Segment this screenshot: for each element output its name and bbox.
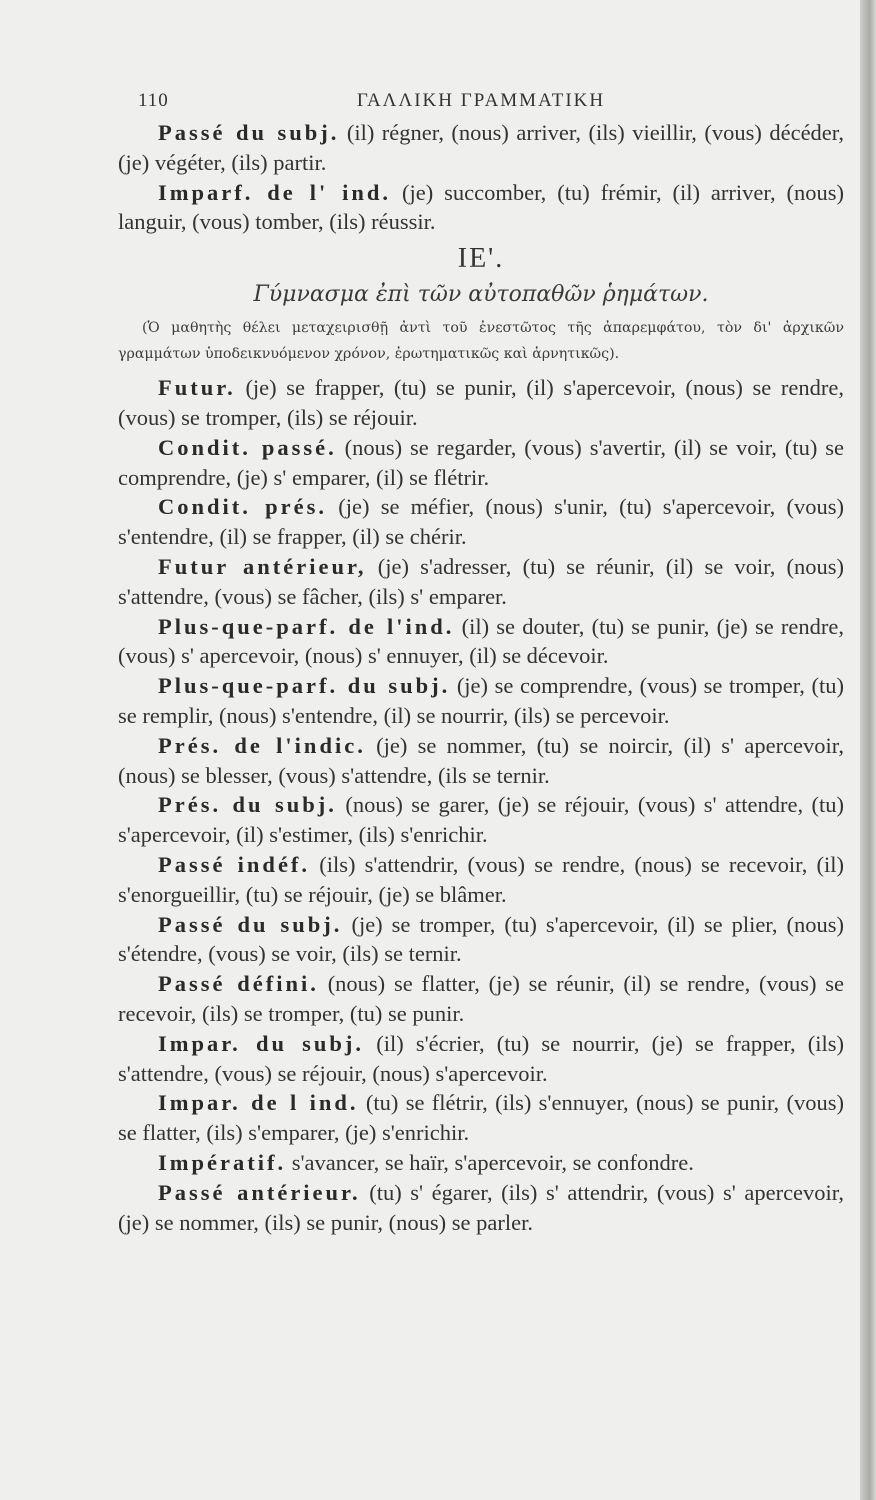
- tense-label: Impératif.: [158, 1149, 287, 1175]
- verb-list: (il) se douter, (tu) se punir, (je) se rendre, (vous) s' apercevoir, (nous) s' ennuyer, (il) se décevoir.: [118, 613, 844, 669]
- verb-list: (je) se tromper, (tu) s'apercevoir, (il) se plier, (nous) s'étendre, (vous) se voir, (ils) se ternir.: [118, 911, 845, 967]
- tense-label: Passé antérieur.: [158, 1179, 361, 1205]
- verb-list: (il) régner, (nous) arriver, (ils) vieillir, (vous) décéder, (je) végéter, (ils) partir.: [118, 120, 845, 175]
- exercise-paragraph: [118, 1029, 844, 1089]
- verb-list: (ils) s'attendrir, (vous) se rendre, (nous) se recevoir, (il) s'enorgueillir, (tu) se réjouir, (je) se blâmer.: [118, 851, 845, 907]
- tense-label: Prés. du subj.: [158, 792, 337, 818]
- exercise-list: [118, 373, 844, 1237]
- exercise-paragraph: [118, 118, 844, 178]
- exercise-paragraph: [118, 1178, 844, 1238]
- verb-list: (je) succomber, (tu) frémir, (il) arriver, (nous) languir, (vous) tomber, (ils) réussir.: [118, 179, 844, 235]
- verb-list: (tu) s' égarer, (ils) s' attendrir, (vous) s' apercevoir, (je) se nommer, (ils) se punir, (nous) se parler.: [118, 1179, 845, 1235]
- running-title: ΓΑΛΛΙΚΗ ΓΡΑΜΜΑΤΙΚΗ: [356, 90, 606, 111]
- tense-label: Impar. du subj.: [158, 1030, 365, 1056]
- verb-list: (nous) se garer, (je) se réjouir, (vous) s' attendre, (tu) s'apercevoir, (il) s'estimer, (ils) s'enrichir.: [118, 792, 845, 848]
- tense-label: Plus-que-parf. de l'ind.: [158, 613, 455, 639]
- verb-list: (nous) se flatter, (je) se réunir, (il) se rendre, (vous) se recevoir, (ils) se tromper, (tu) se punir.: [118, 971, 845, 1026]
- top-paragraph-list: [118, 118, 844, 237]
- page-content: [118, 84, 844, 1237]
- book-gutter: [860, 0, 876, 1500]
- verb-list: (il) s'écrier, (tu) se nourrir, (je) se frapper, (ils) s'attendre, (vous) se réjouir, (nous) s'apercevoir.: [118, 1030, 844, 1086]
- exercise-paragraph: [118, 969, 844, 1029]
- verb-list: (je) s'adresser, (tu) se réunir, (il) se voir, (nous) s'attendre, (vous) se fâcher, (ils) s' emparer.: [118, 553, 845, 609]
- section-title: Γύμνασμα ἐπὶ τῶν αὐτοπαθῶν ῥημάτων.: [253, 282, 709, 308]
- exercise-paragraph: [118, 731, 844, 791]
- tense-label: Passé du subj.: [158, 120, 340, 145]
- verb-list: (je) se comprendre, (vous) se tromper, (tu) se remplir, (nous) s'entendre, (il) se nourrir, (ils) se percevoir.: [118, 673, 844, 728]
- verb-list: (tu) se flétrir, (ils) s'ennuyer, (nous) se punir, (vous) se flatter, (ils) s'emparer, (je) s'enrichir.: [118, 1090, 845, 1146]
- verb-list: s'avancer, se haïr, s'apercevoir, se confondre.: [291, 1149, 694, 1175]
- tense-label: Condit. prés.: [158, 494, 327, 520]
- exercise-paragraph: [118, 178, 844, 238]
- tense-label: Passé défini.: [158, 971, 319, 997]
- exercise-paragraph: [118, 850, 844, 910]
- page-number: 110: [138, 90, 169, 111]
- tense-label: Futur.: [158, 375, 236, 401]
- section-number: ΙΕ'.: [457, 243, 505, 275]
- tense-label: Passé indéf.: [158, 851, 311, 877]
- exercise-paragraph: [118, 492, 844, 552]
- tense-label: Futur antérieur,: [158, 553, 367, 579]
- tense-label: Passé du subj.: [158, 911, 343, 937]
- exercise-paragraph: [118, 790, 844, 850]
- tense-label: Impar. de l ind.: [158, 1090, 359, 1116]
- page-header: [118, 84, 844, 118]
- exercise-paragraph: [118, 1148, 844, 1178]
- tense-label: Condit. passé.: [158, 434, 337, 460]
- exercise-paragraph: [118, 552, 844, 612]
- verb-list: (nous) se regarder, (vous) s'avertir, (il) se voir, (tu) se comprendre, (je) s' emparer, (il) se flétrir.: [118, 434, 844, 490]
- exercise-paragraph: [118, 1088, 844, 1148]
- exercise-paragraph: [118, 433, 844, 493]
- verb-list: (je) se méfier, (nous) s'unir, (tu) s'apercevoir, (vous) s'entendre, (il) se frapper, (il) se chérir.: [118, 494, 844, 550]
- exercise-paragraph: [118, 910, 844, 970]
- instruction-note: (Ὁ μαθητὴς θέλει μεταχειρισθῇ ἀντὶ τοῦ ἐνεστῶτος τῆς ἀπαρεμφάτου, τὸν δι' ἀρχικῶν γραμμάτων ὑποδεικνυόμενον χρόνον, ἐρωτηματικῶς καὶ ἀρνητικῶς).: [118, 320, 844, 363]
- tense-label: Imparf. de l' ind.: [158, 179, 392, 205]
- exercise-paragraph: [118, 373, 844, 433]
- tense-label: Prés. de l'indic.: [158, 732, 366, 758]
- verb-list: (je) se nommer, (tu) se noircir, (il) s' apercevoir, (nous) se blesser, (vous) s'attendre, (ils se ternir.: [118, 732, 844, 788]
- exercise-paragraph: [118, 612, 844, 672]
- verb-list: (je) se frapper, (tu) se punir, (il) s'apercevoir, (nous) se rendre, (vous) se tromper, (ils) se réjouir.: [118, 375, 844, 430]
- exercise-paragraph: [118, 671, 844, 731]
- tense-label: Plus-que-parf. du subj.: [158, 673, 451, 699]
